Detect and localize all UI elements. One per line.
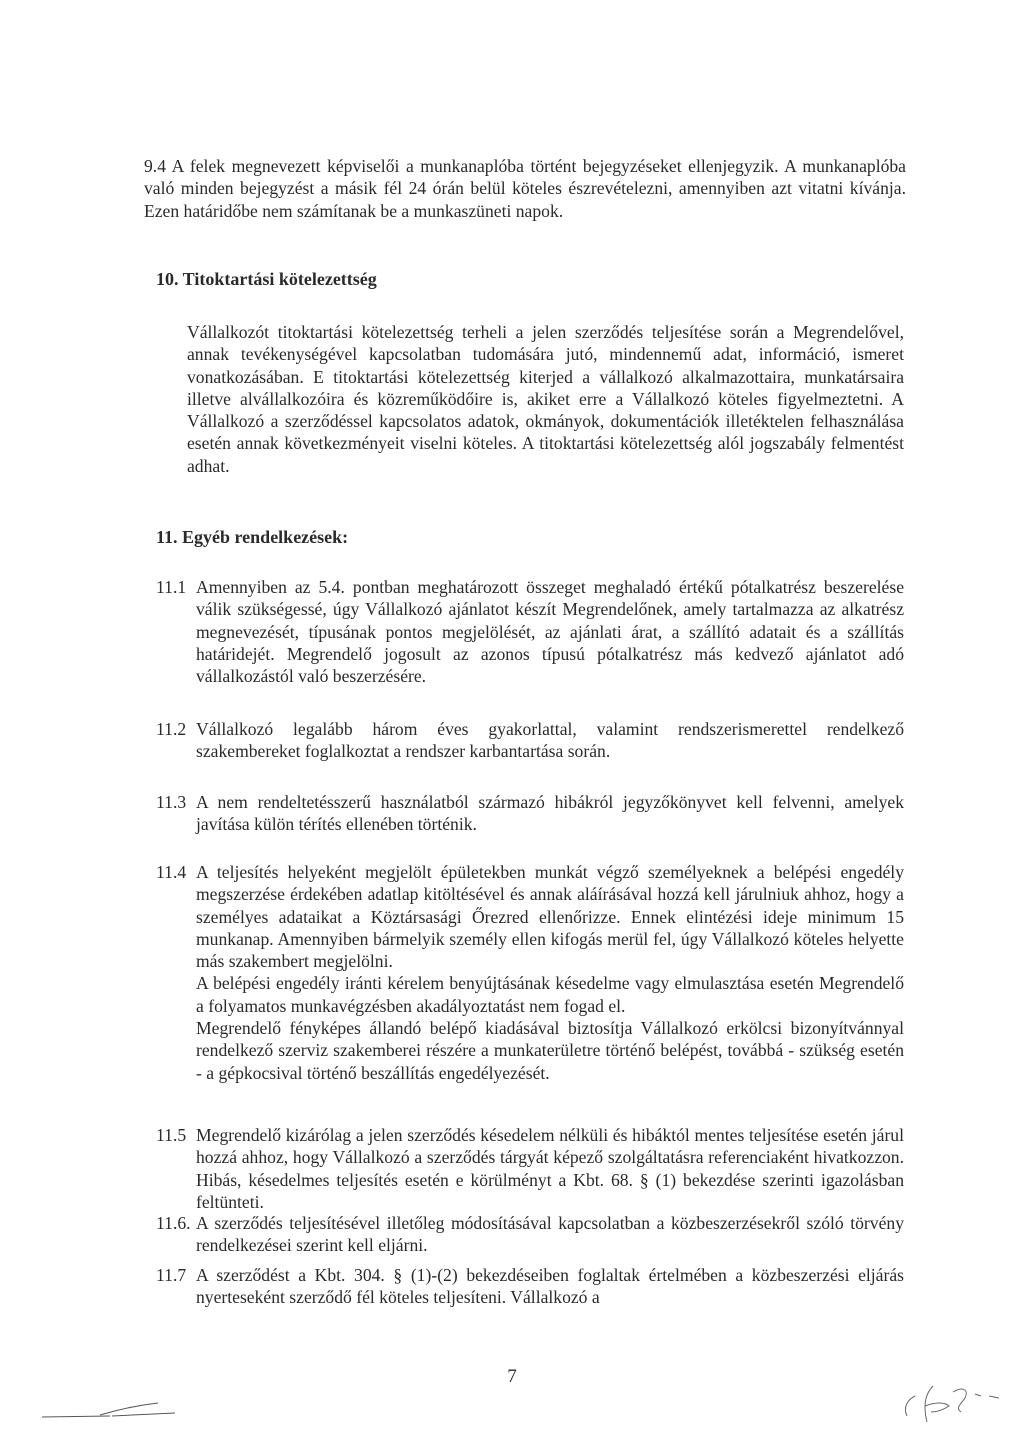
item-number: 11.7 [156,1265,187,1285]
section-10-text: Vállalkozót titoktartási kötelezettség terheli a jelen szerződés teljesítése során a Megrendelővel, annak tevékenységével kapcsolatban tudomására jutó, mindennemű adat, információ, ismeret vonatkozásában. E titoktartási kötelezettség kiterjed a vállalkozó alkalmazottaira, munkatársaira illetve alvállalkozóira és közreműködőire is, akiket erre a Vállalkozó köteles figyelmeztetni. A Vállalkozó a szerződéssel kapcsolatos adatok, okmányok, dokumentációk illetéktelen felhasználása esetén annak következményeit viselni köteles. A titoktartási kötelezettség alól jogszabály felmentést adhat. [187,322,904,476]
item-text: Vállalkozó legalább három éves gyakorlattal, valamint rendszerismerettel rendelkező szakembereket foglalkoztat a rendszer karbantartása során. [196,719,904,762]
section-11-3 [156,791,904,836]
item-text-3: Megrendelő fényképes állandó belépő kiadásával biztosítja Vállalkozó erkölcsi bizonyítvánnyal rendelkező szerviz szakemberei részére a munkaterületre történő belépést, továbbá - szükség esetén - a gépkocsival történő beszállítás engedélyezését. [196,1018,904,1083]
signature-left [40,1395,180,1425]
item-number: 11.2 [156,719,187,739]
item-number: 11.4 [156,862,187,882]
page-number: 7 [507,1366,517,1387]
section-11-4 [156,861,904,1084]
item-text: A nem rendeltetésszerű használatból származó hibákról jegyzőkönyvet kell felvenni, amelyek javítása külön térítés ellenében történik. [196,792,904,835]
item-text: Megrendelő kizárólag a jelen szerződés késedelem nélküli és hibáktól mentes teljesítése esetén járul hozzá ahhoz, hogy Vállalkozó a szerződés tárgyát képező szolgáltatásra referenciaként hivatkozzon. Hibás, késedelmes teljesítés esetén e körülményt a Kbt. 68. § (1) bekezdése szerinti igazolásban feltünteti. [196,1125,904,1212]
item-number: 11.5 [156,1125,187,1145]
section-11-5 [156,1124,904,1213]
section-11-6 [156,1212,904,1257]
section-11-7 [156,1264,904,1309]
signature-right [895,1372,1005,1432]
section-11-heading: 11. Egyéb rendelkezések: [156,527,349,547]
item-text: A teljesítés helyeként megjelölt épületekben munkát végző személyeknek a belépési engedély megszerzése érdekében adatlap kitöltésével és annak aláírásával hozzá kell járulniuk ahhoz, hogy a személyes adataikat a Köztársasági Őrezred ellenőrizze. Ennek elintézési ideje minimum 15 munkanap. Amennyiben bármelyik személy ellen kifogás merül fel, úgy Vállalkozó köteles helyette más szakembert megjelölni. [196,862,904,972]
item-text-2: A belépési engedély iránti kérelem benyújtásának késedelme vagy elmulasztása esetén Megrendelő a folyamatos munkavégzésben akadályoztatást nem fogad el. [196,973,904,1016]
item-text: A szerződést a Kbt. 304. § (1)-(2) bekezdéseiben foglaltak értelmében a közbeszerzési eljárás nyerteseként szerződő fél köteles teljesíteni. Vállalkozó a [196,1265,904,1308]
section-number: 9.4 [144,156,166,176]
section-text: A felek megnevezett képviselői a munkanaplóba történt bejegyzéseket ellenjegyzik. A munkanaplóba való minden bejegyzést a másik fél 24 órán belül köteles észrevételezni, amennyiben azt vitatni kívánja. Ezen határidőbe nem számítanak be a munkaszüneti napok. [144,156,906,221]
item-text: A szerződés teljesítésével illetőleg módosításával kapcsolatban a közbeszerzésekről szóló törvény rendelkezései szerint kell eljárni. [196,1213,904,1256]
section-11-2 [156,718,904,763]
item-text: Amennyiben az 5.4. pontban meghatározott összeget meghaladó értékű pótalkatrész beszerelése válik szükségessé, úgy Vállalkozó ajánlatot készít Megrendelőnek, amely tartalmazza az alkatrész megnevezését, típusának pontos megjelölését, az ajánlati árat, a szállító adatait és a szállítás határidejét. Megrendelő jogosult az azonos típusú pótalkatrész más kedvező ajánlatot adó vállalkozástól való beszerzésére. [196,577,904,687]
section-11-1 [156,576,904,687]
section-10-heading: 10. Titoktartási kötelezettség [156,269,377,289]
item-number: 11.6. [156,1213,191,1233]
section-9-4 [144,155,906,222]
item-number: 11.3 [156,792,187,812]
item-number: 11.1 [156,577,187,597]
